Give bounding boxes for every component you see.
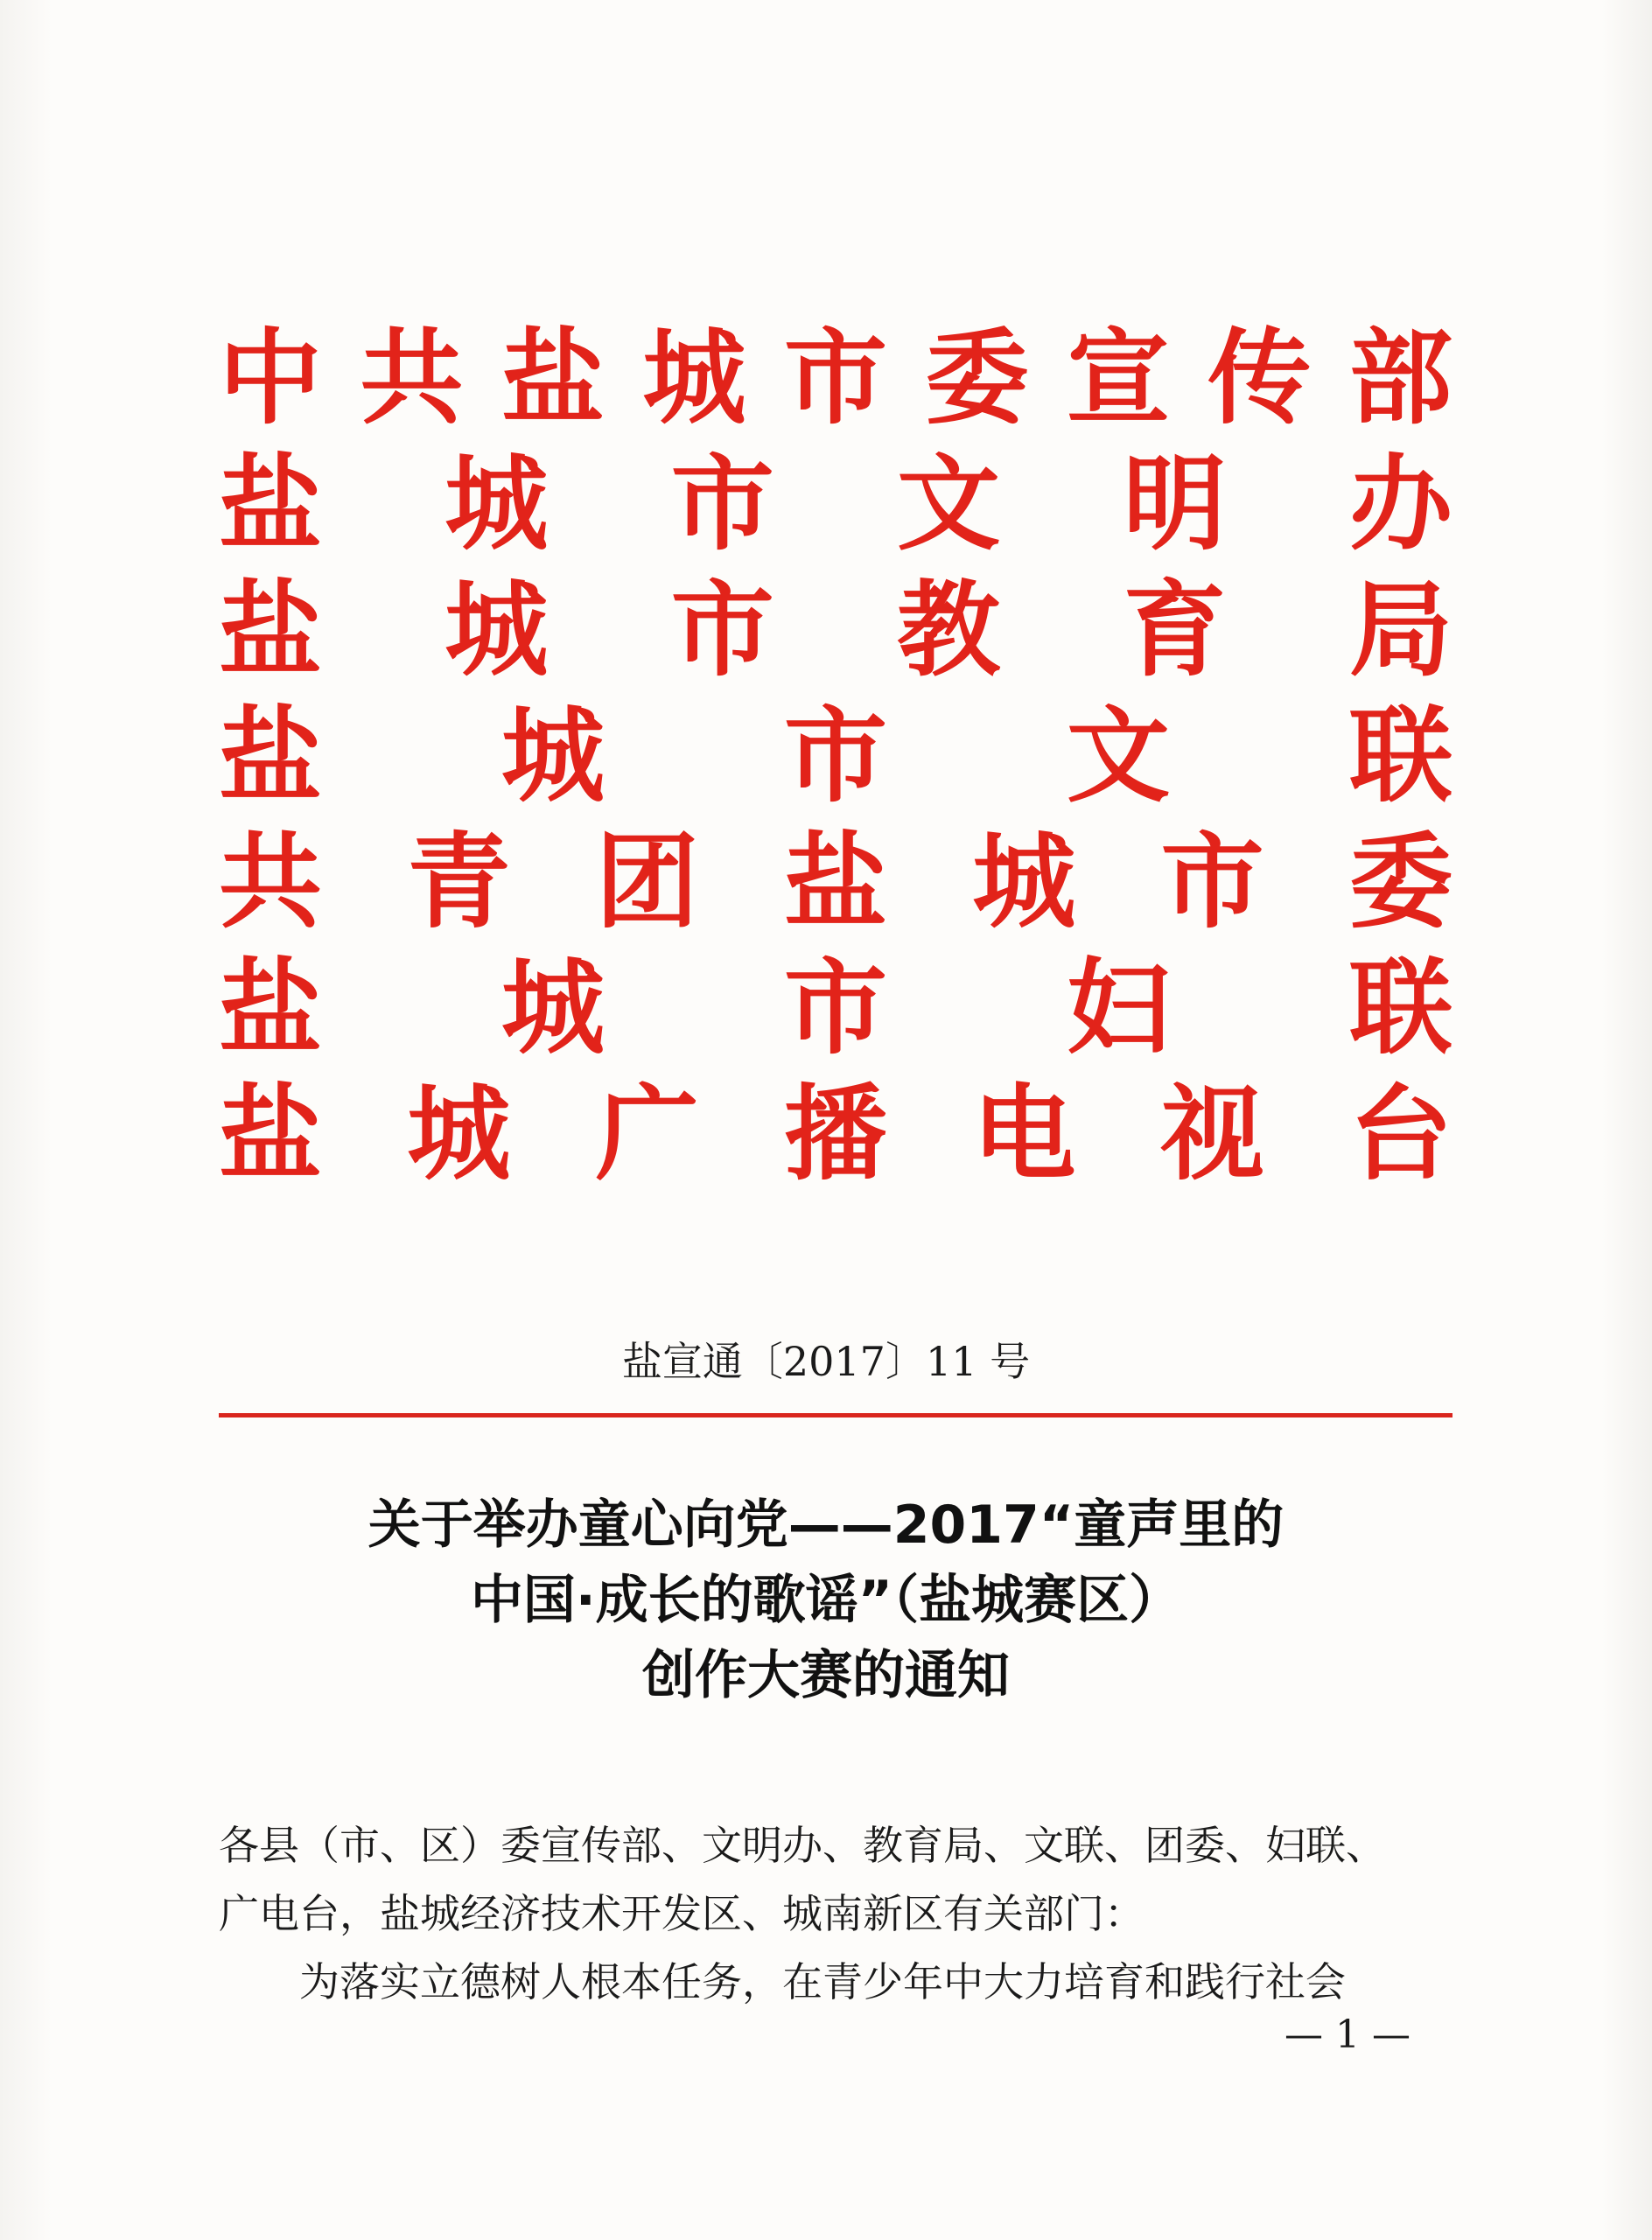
org-char: 市 <box>670 569 774 690</box>
org-char: 盐 <box>500 317 605 438</box>
recipients-line-2: 广电台，盐城经济技术开发区、城南新区有关部门： <box>219 1890 1144 1937</box>
red-separator-line <box>219 1413 1452 1418</box>
org-row-youth-league <box>219 819 1452 945</box>
org-char: 市 <box>783 947 887 1068</box>
org-char: 明 <box>1123 443 1227 564</box>
org-row-womens-federation <box>219 945 1452 1071</box>
title-line-2: 中国·成长的歌谣”（盐城赛区） <box>470 1570 1182 1631</box>
org-char: 城 <box>642 317 746 438</box>
org-char: 城 <box>444 569 549 690</box>
org-char: 盐 <box>219 569 323 690</box>
org-char: 城 <box>500 947 605 1068</box>
org-row-broadcasting-station <box>219 1071 1452 1197</box>
org-char: 广 <box>595 1073 699 1194</box>
org-char: 联 <box>1348 947 1452 1068</box>
org-char: 城 <box>500 695 605 816</box>
org-char: 共 <box>219 821 323 942</box>
org-char: 联 <box>1348 695 1452 816</box>
org-char: 教 <box>897 569 1001 690</box>
org-char: 城 <box>407 1073 511 1194</box>
org-char: 盐 <box>219 947 323 1068</box>
org-row-civilization-office <box>219 441 1452 567</box>
org-char: 办 <box>1348 443 1452 564</box>
org-char: 中 <box>219 317 323 438</box>
org-char: 团 <box>595 821 699 942</box>
org-char: 视 <box>1160 1073 1264 1194</box>
org-char: 宣 <box>1066 317 1170 438</box>
org-char: 局 <box>1348 569 1452 690</box>
recipients-line-1: 各县（市、区）委宣传部、文明办、教育局、文联、团委、妇联、 <box>219 1822 1386 1869</box>
org-char: 委 <box>925 317 1029 438</box>
document-number: 盐宣通〔2017〕11 号 <box>621 1338 1031 1385</box>
org-char: 文 <box>1066 695 1170 816</box>
org-char: 共 <box>360 317 464 438</box>
org-char: 盐 <box>219 1073 323 1194</box>
org-char: 城 <box>444 443 549 564</box>
title-line-1: 关于举办童心向党——2017“童声里的 <box>368 1494 1284 1556</box>
org-char: 市 <box>783 317 887 438</box>
issuing-organizations-header <box>219 315 1452 1197</box>
org-char: 市 <box>1160 821 1264 942</box>
org-row-propaganda-dept <box>219 315 1452 441</box>
org-char: 城 <box>972 821 1076 942</box>
org-char: 盐 <box>783 821 887 942</box>
org-char: 市 <box>670 443 774 564</box>
org-char: 传 <box>1208 317 1312 438</box>
org-char: 市 <box>783 695 887 816</box>
title-line-3: 创作大赛的通知 <box>642 1645 1010 1706</box>
org-char: 文 <box>897 443 1001 564</box>
org-char: 播 <box>783 1073 887 1194</box>
org-row-education-bureau <box>219 567 1452 693</box>
org-char: 盐 <box>219 443 323 564</box>
org-char: 青 <box>407 821 511 942</box>
org-char: 妇 <box>1066 947 1170 1068</box>
org-row-literary-federation <box>219 693 1452 819</box>
document-title <box>0 1488 1652 1713</box>
document-body <box>219 1811 1461 2016</box>
org-char: 盐 <box>219 695 323 816</box>
org-char: 委 <box>1348 821 1452 942</box>
org-char: 部 <box>1348 317 1452 438</box>
body-paragraph: 为落实立德树人根本任务，在青少年中大力培育和践行社会 <box>299 1958 1346 2006</box>
page-number: — 1 — <box>1284 2012 1410 2057</box>
org-char: 台 <box>1348 1073 1452 1194</box>
org-char: 育 <box>1123 569 1227 690</box>
org-char: 电 <box>972 1073 1076 1194</box>
